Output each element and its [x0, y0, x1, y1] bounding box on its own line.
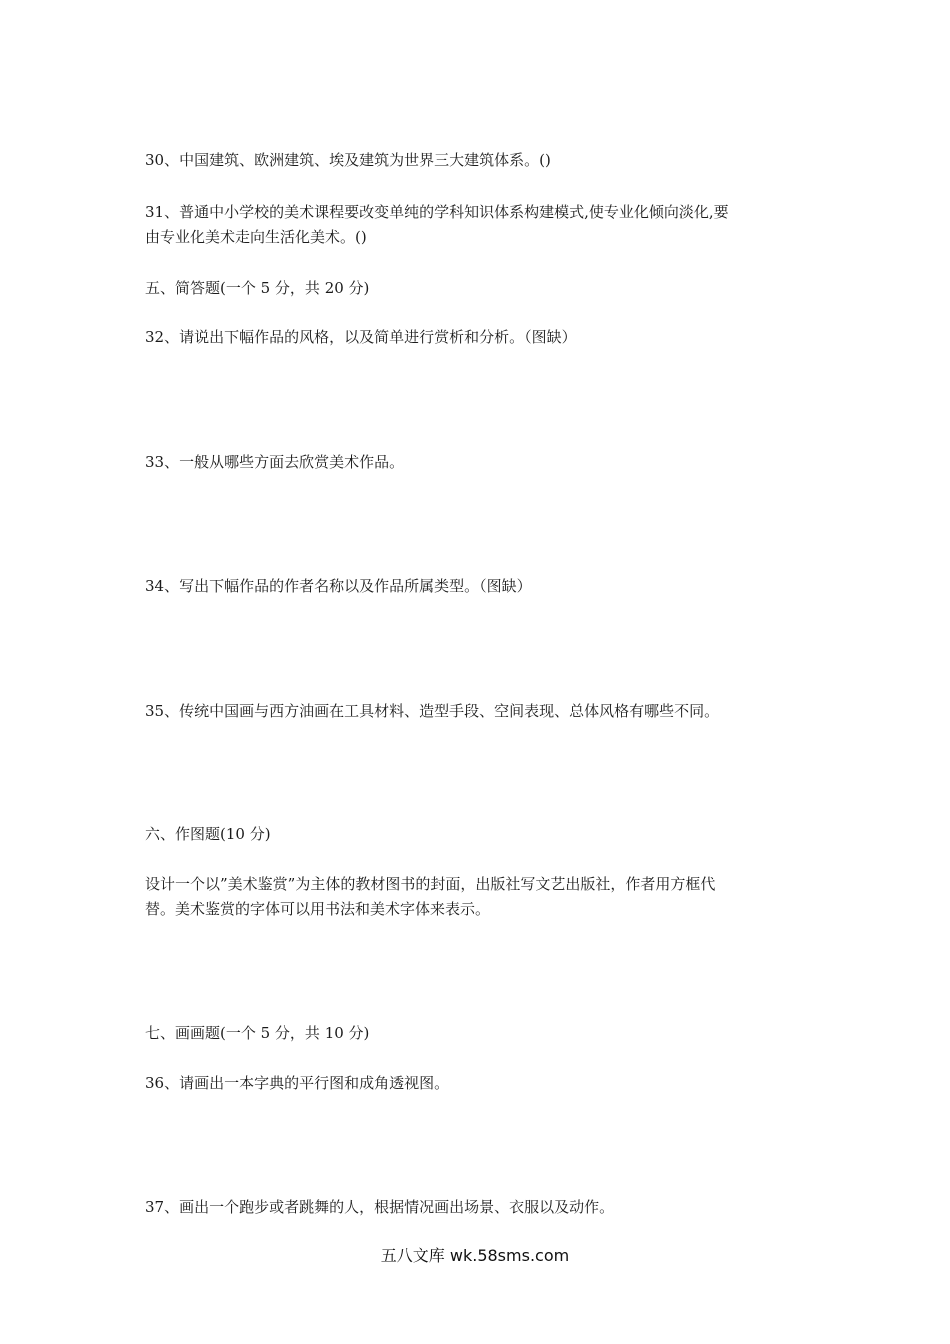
- section-7-heading: 七、画画题(一个 5 分，共 10 分): [145, 1024, 370, 1042]
- question-32: 32、请说出下幅作品的风格，以及简单进行赏析和分析。（图缺）: [145, 328, 577, 346]
- question-31-line-2: 由专业化美术走向生活化美术。(): [145, 228, 367, 246]
- section-5-heading: 五、简答题(一个 5 分，共 20 分): [145, 279, 370, 297]
- question-30: 30、中国建筑、欧洲建筑、埃及建筑为世界三大建筑体系。(): [145, 151, 551, 169]
- question-37: 37、画出一个跑步或者跳舞的人，根据情况画出场景、衣服以及动作。: [145, 1198, 615, 1216]
- question-34: 34、写出下幅作品的作者名称以及作品所属类型。（图缺）: [145, 577, 532, 595]
- question-35: 35、传统中国画与西方油画在工具材料、造型手段、空间表现、总体风格有哪些不同。: [145, 702, 720, 720]
- design-task-line-2: 替。美术鉴赏的字体可以用书法和美术字体来表示。: [145, 900, 491, 918]
- question-31-line-1: 31、普通中小学校的美术课程要改变单纯的学科知识体系构建模式,使专业化倾向淡化,要: [145, 203, 729, 221]
- section-6-heading: 六、作图题(10 分): [145, 825, 271, 843]
- design-task-line-1: 设计一个以”美术鉴赏”为主体的教材图书的封面，出版社写文艺出版社，作者用方框代: [145, 875, 716, 893]
- footer-watermark: 五八文库 wk.58sms.com: [380, 1246, 570, 1265]
- question-36: 36、请画出一本字典的平行图和成角透视图。: [145, 1074, 450, 1092]
- question-33: 33、一般从哪些方面去欣赏美术作品。: [145, 453, 405, 471]
